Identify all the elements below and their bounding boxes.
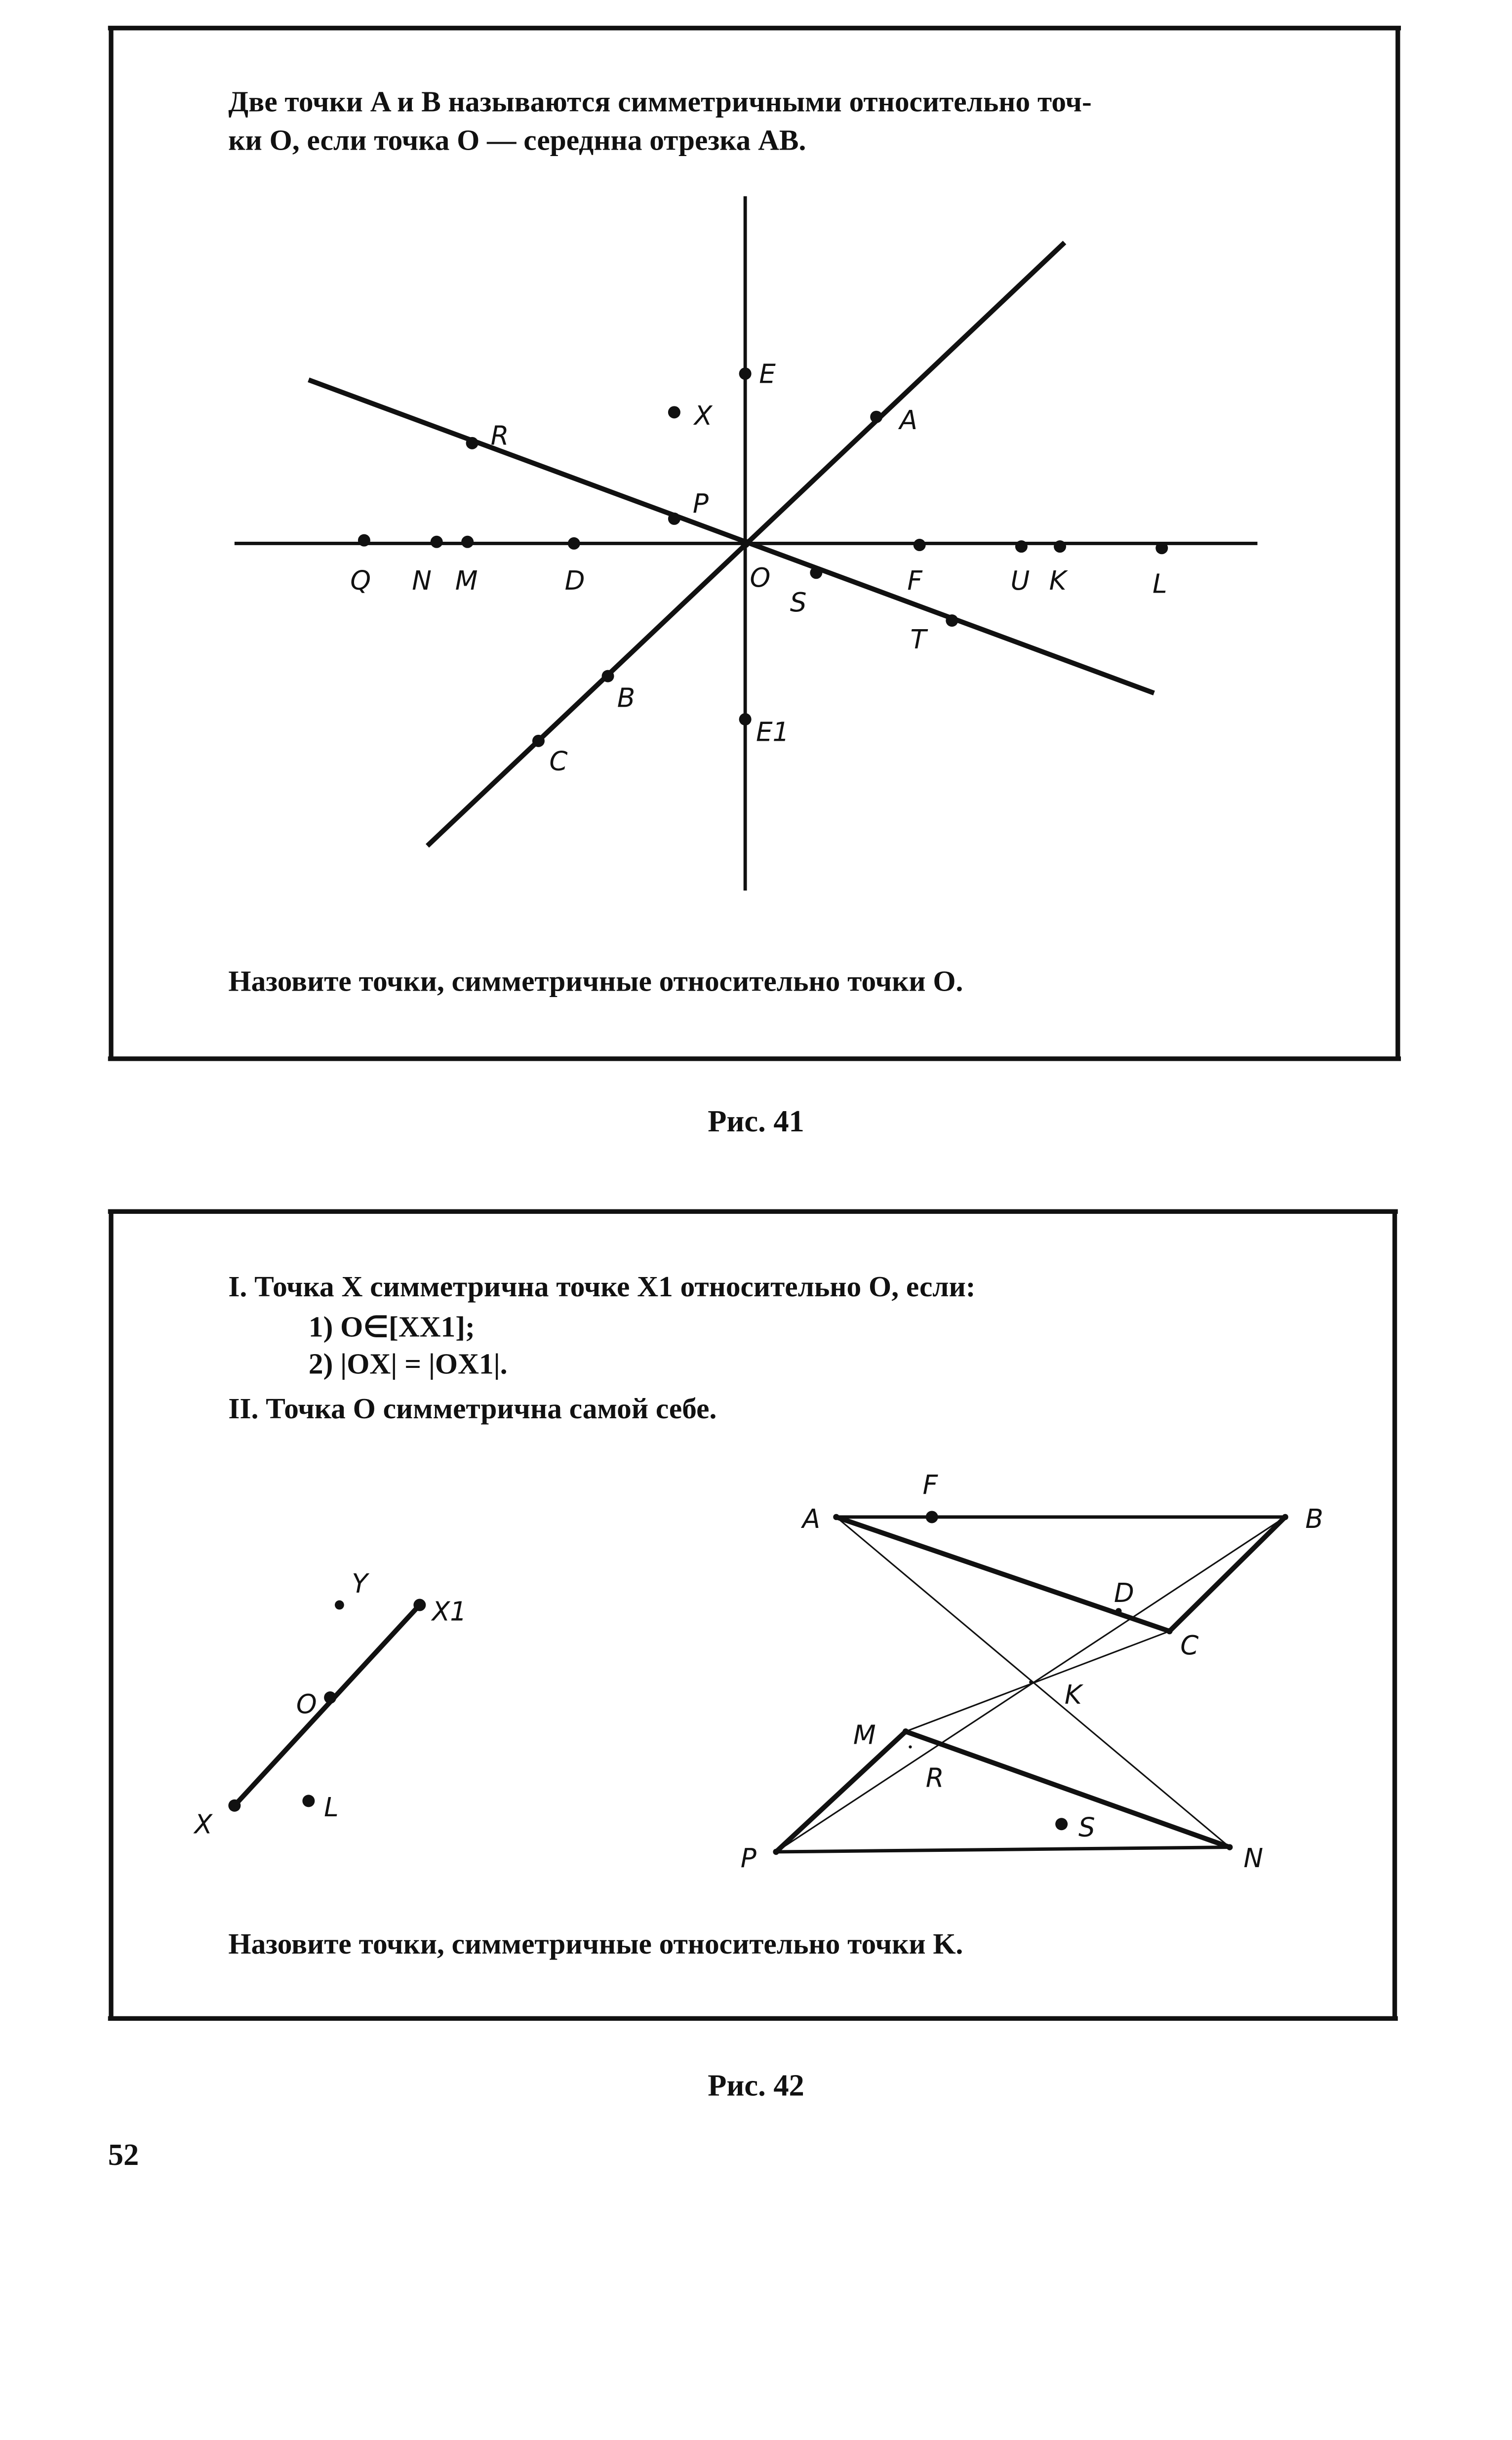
point-n [1227,1844,1233,1850]
point-k [1054,540,1066,553]
point-label-o: O [750,562,771,593]
point-t [946,614,958,627]
point-label-k: K [1049,565,1067,597]
point-label-s: S [1078,1812,1095,1843]
definition-line-1: Две точки A и B называются симметричными относительно точ- [228,85,1092,118]
point-n [431,536,443,548]
point-label-m: M [853,1720,876,1751]
point-f [926,1511,938,1523]
point-k [1029,1680,1032,1683]
point-o [741,539,750,548]
point-o [324,1691,336,1704]
point-l [302,1795,315,1807]
point-label-f: F [907,565,922,597]
figure-42-left-diagram [193,1568,467,1840]
point-label-n: N [412,565,432,597]
point-r [466,437,478,449]
figure-41-diagram [235,196,1258,890]
point-f [914,539,926,551]
point-s [1055,1818,1068,1830]
point-u [1015,540,1028,553]
point-label-x: X [194,1809,213,1840]
point-b [1282,1514,1288,1520]
point-label-l: L [324,1792,339,1823]
point-label-c: C [1180,1630,1199,1661]
point-label-y: Y [352,1568,368,1600]
point-x [228,1800,240,1812]
point-label-r: R [925,1762,944,1794]
figure-42-frame [108,1211,1398,2018]
point-m [903,1728,909,1734]
point-b [602,670,614,682]
point-label-e1: E1 [756,717,790,748]
point-e1 [739,713,752,725]
point-y [335,1600,344,1610]
point-d [568,537,580,550]
point-label-d: D [564,565,585,597]
point-label-a: A [802,1503,821,1534]
point-label-p: P [740,1843,756,1874]
point-label-b: B [1305,1503,1323,1534]
point-label-k: K [1064,1680,1082,1711]
point-label-p: P [692,488,709,519]
point-x [668,406,680,418]
page-number: 52 [108,2137,139,2172]
condition-2: 2) |OX| = |OX1|. [308,1347,508,1380]
condition-1: 1) O∈[XX1]; [308,1310,475,1343]
rule-2: II. Точка O симметрична самой себе. [228,1392,717,1425]
point-label-d: D [1114,1577,1134,1608]
point-label-e: E [759,359,776,390]
point-label-s: S [790,587,807,618]
figure-42-right-diagram [741,1470,1323,1874]
point-x1 [413,1599,426,1611]
point-label-a: A [899,405,917,436]
figure-41-caption: Рис. 41 [708,1103,804,1138]
point-label-n: N [1243,1843,1264,1874]
figure-42-question: Назовите точки, симметричные относительно точки K. [228,1927,963,1960]
figure-42-caption: Рис. 42 [708,2068,804,2103]
point-label-b: B [617,682,636,714]
point-label-x1: X1 [432,1596,467,1627]
point-label-o: O [296,1688,317,1720]
point-label-l: L [1152,568,1167,600]
point-m [461,536,474,548]
point-label-c: C [549,746,568,777]
point-p [773,1849,779,1855]
segment-x-x1 [235,1605,420,1805]
point-label-r: R [490,420,509,451]
point-label-m: M [455,565,478,597]
definition-line-2: ки O, если точка O — середнна отрезка AB. [228,123,806,157]
point-l [1155,542,1168,554]
point-p [668,513,680,525]
point-d [1115,1608,1121,1614]
point-q [358,534,370,547]
point-c [532,735,545,747]
point-s [810,566,822,579]
point-a [870,411,882,423]
point-r [909,1745,912,1748]
rule-1: I. Точка X симметрична точке X1 относительно O, если: [228,1270,976,1303]
point-label-x: X [694,400,713,431]
point-label-t: T [910,624,926,655]
point-label-q: Q [350,565,371,597]
point-label-f: F [922,1470,938,1501]
figure-41-question: Назовите точки, симметричные относительно точки O. [228,964,963,998]
point-c [1166,1628,1172,1634]
point-e [739,367,752,380]
point-a [833,1514,839,1520]
point-label-u: U [1010,565,1030,597]
